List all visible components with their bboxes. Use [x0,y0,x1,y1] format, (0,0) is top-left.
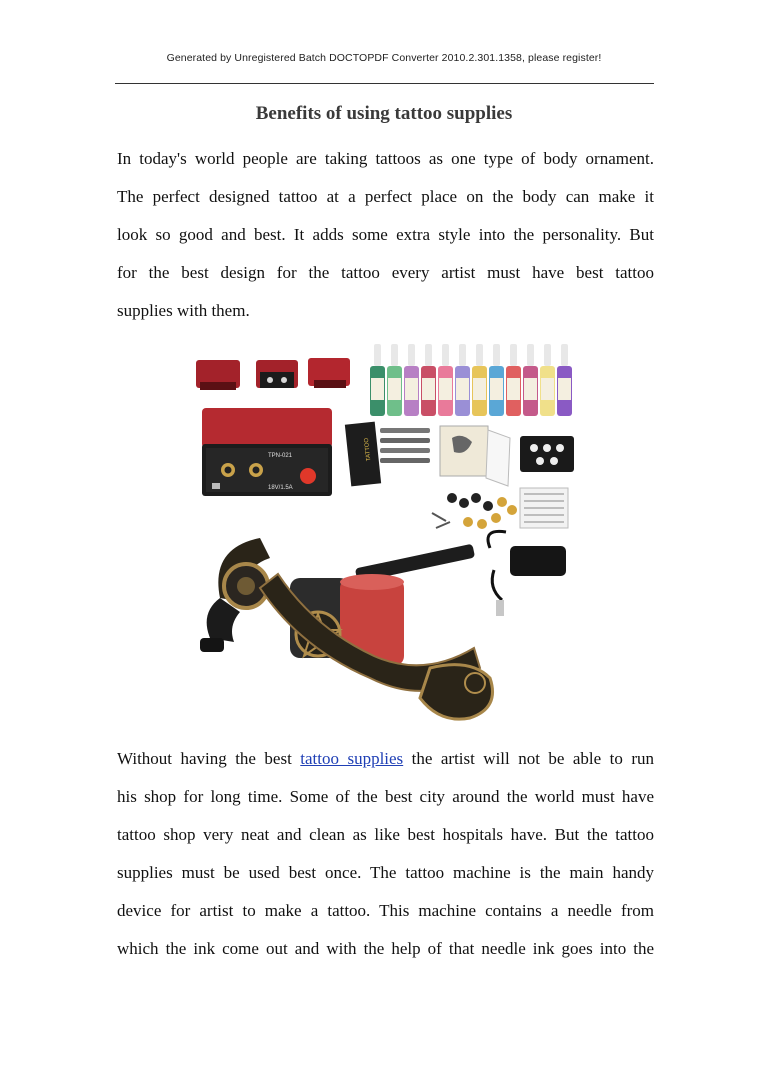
text-line: which the ink come out and with the help of that needle ink goes into the [117,939,654,958]
text-line: tattoo shop very neat and clean as like best hospitals have. But the tattoo [117,825,654,844]
ink-bottle-cap [425,344,432,366]
power-supply-rating: 18V/1.5A [268,485,293,491]
small-power-supply-left [196,360,240,390]
document-title: Benefits of using tattoo supplies [255,103,513,124]
ink-bottle-label [524,378,537,400]
ink-bottle-label [490,378,503,400]
small-power-supply-center [256,360,298,388]
ink-bottle-label [388,378,401,400]
ink-bottle-label [456,378,469,400]
ink-bottle-cap [527,344,534,366]
text-line [117,740,654,778]
small-power-supply-right [308,358,350,388]
converter-header-note: Generated by Unregistered Batch DOCTOPDF Converter 2010.2.301.1358, please register! [166,52,602,64]
ink-bottle-cap [561,344,568,366]
ink-bottle-cap [442,344,449,366]
ink-bottle-label [541,378,554,400]
disposable-needles [520,488,568,528]
text-line: device for artist to make a tattoo. This machine contains a needle from [117,901,654,920]
ink-bottle-cap [476,344,483,366]
text-segment: the artist will not be able to run [411,749,654,768]
ink-bottle-label [371,378,384,400]
ink-bottle-cap [391,344,398,366]
ink-bottle-cap [493,344,500,366]
text-line: In today's world people are taking tattoos as one type of body ornament. [117,149,654,168]
text-line: supplies with them. [117,301,250,320]
text-segment: Without having the best [117,749,292,768]
ink-bottle-label [558,378,571,400]
text-line: supplies must be used best once. The tattoo machine is the main handy [117,863,654,882]
ink-bottle-cap [544,344,551,366]
ink-cap-holder [520,436,574,472]
tattoo-supplies-link[interactable]: tattoo supplies [300,749,404,768]
text-line: for the best design for the tattoo every artist must have best tattoo [117,263,654,282]
text-line: look so good and best. It adds some extra style into the personality. But [117,225,654,244]
ink-bottle-label [507,378,520,400]
text-line: The perfect designed tattoo at a perfect place on the body can make it [117,187,654,206]
ink-bottle-cap [374,344,381,366]
ink-bottle-cap [408,344,415,366]
header-divider [115,83,654,84]
ink-bottle-label [473,378,486,400]
main-power-supply [202,408,332,496]
supplies-paragraph [117,740,654,968]
ink-bottle-label [439,378,452,400]
power-supply-label: TPN-021 [268,453,293,459]
ink-bottle-label [405,378,418,400]
ink-bottle-cap [510,344,517,366]
text-line: his shop for long time. Some of the best city around the world must have [117,787,654,806]
ink-bottle-label [422,378,435,400]
ink-bottle-cap [459,344,466,366]
intro-paragraph [117,140,654,330]
tattoo-kit-image [190,338,585,733]
needle-box-label: TATTOO [363,437,373,462]
